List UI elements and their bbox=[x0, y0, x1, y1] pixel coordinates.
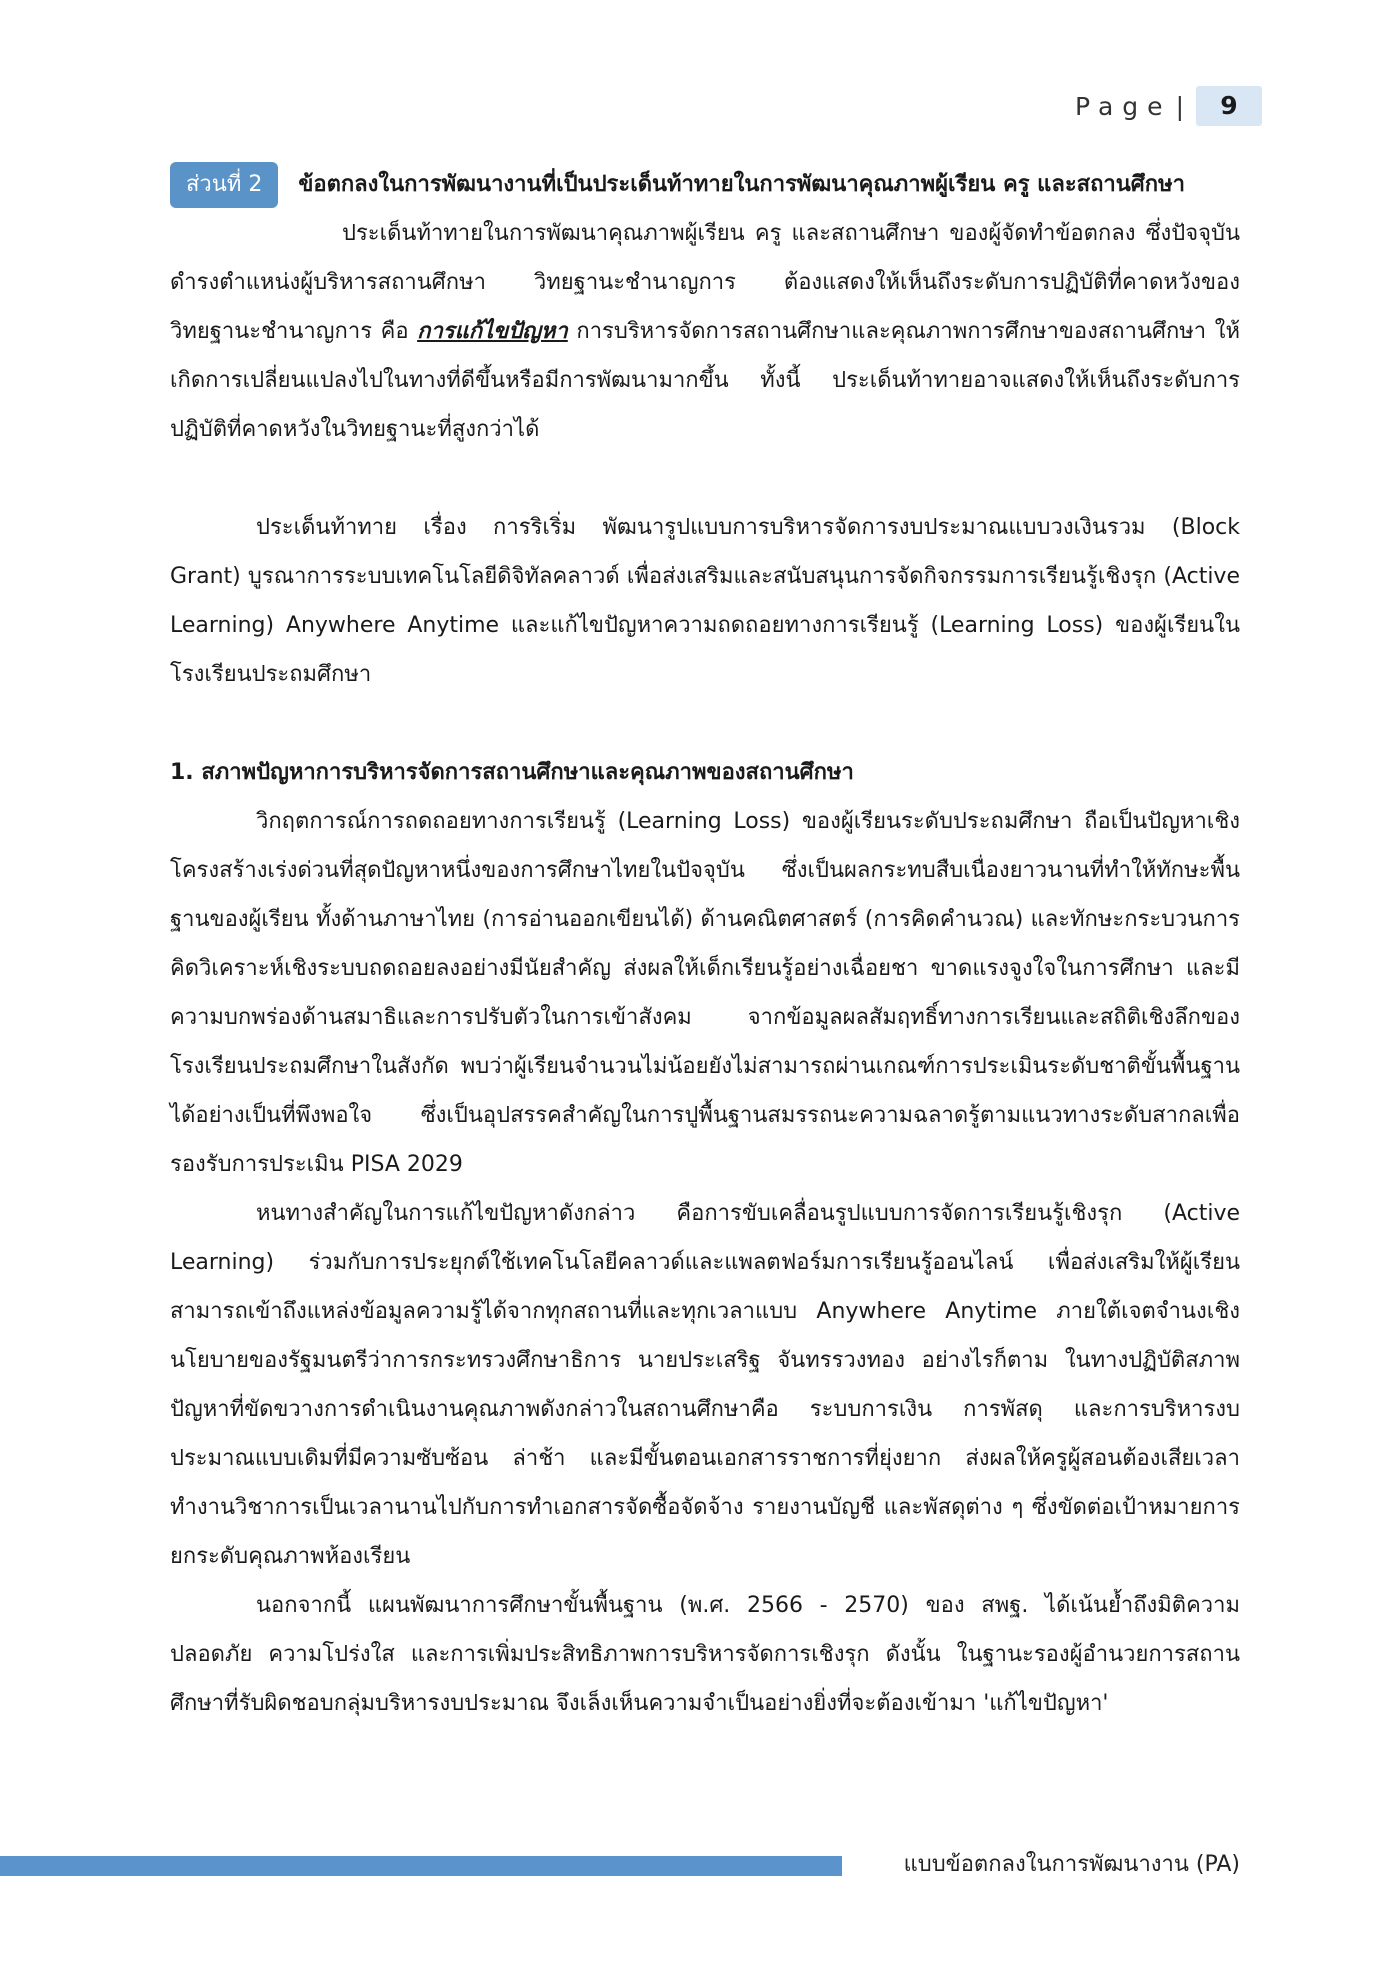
page-header bbox=[1075, 86, 1262, 126]
intro-emphasis: การแก้ไขปัญหา bbox=[417, 319, 568, 344]
problem-paragraph-2: หนทางสำคัญในการแก้ไขปัญหาดังกล่าว คือการขับเคลื่อนรูปแบบการจัดการเรียนรู้เชิงรุก (Active Learning) ร่วมกับการประยุกต์ใช้เทคโนโลยีคลาวด์และแพลตฟอร์มการเรียนรู้ออนไลน์ เพื่อส่งเสริมให้ผู้เรียนสามารถเข้าถึงแหล่งข้อมูลความรู้ได้จากทุกสถานที่และทุกเวลาแบบ Anywhere Anytime ภายใต้เจตจำนงเชิงนโยบายของรัฐมนตรีว่าการกระทรวงศึกษาธิการ นายประเสริฐ จันทรรวงทอง อย่างไรก็ตาม ในทางปฏิบัติสภาพปัญหาที่ขัดขวางการดำเนินงานคุณภาพดังกล่าวในสถานศึกษาคือ ระบบการเงิน การพัสดุ และการบริหารงบประมาณแบบเดิมที่มีความซับซ้อน ล่าช้า และมีขั้นตอนเอกสารราชการที่ยุ่งยาก ส่งผลให้ครูผู้สอนต้องเสียเวลาทำงานวิชาการเป็นเวลานานไปกับการทำเอกสารจัดซื้อจัดจ้าง รายงานบัญชี และพัสดุต่าง ๆ ซึ่งขัดต่อเป้าหมายการยกระดับคุณภาพห้องเรียน bbox=[170, 1201, 1240, 1569]
subsection-heading: 1. สภาพปัญหาการบริหารจัดการสถานศึกษาและคุณภาพของสถานศึกษา bbox=[170, 760, 854, 785]
intro-paragraph bbox=[170, 209, 1240, 454]
section-badge: ส่วนที่ 2 bbox=[170, 162, 278, 208]
page-number: 9 bbox=[1196, 86, 1262, 126]
challenge-paragraph: ประเด็นท้าทาย เรื่อง การริเริ่ม พัฒนารูปแบบการบริหารจัดการงบประมาณแบบวงเงินรวม (Block Grant) บูรณาการระบบเทคโนโลยีดิจิทัลคลาวด์ เพื่อส่งเสริมและสนับสนุนการจัดกิจกรรมการเรียนรู้เชิงรุก (Active Learning) Anywhere Anytime และแก้ไขปัญหาความถดถอยทางการเรียนรู้ (Learning Loss) ของผู้เรียนในโรงเรียนประถมศึกษา bbox=[170, 515, 1240, 687]
page-separator: | bbox=[1175, 91, 1184, 121]
intro-text-after: การบริหารจัดการสถานศึกษาและคุณภาพการศึกษาของสถานศึกษา ให้เกิดการเปลี่ยนแปลงไปในทางที่ดีขึ้นหรือมีการพัฒนามากขึ้น ทั้งนี้ ประเด็นท้าทายอาจแสดงให้เห็นถึงระดับการปฏิบัติที่คาดหวังในวิทยฐานะที่สูงกว่าได้ bbox=[170, 319, 1240, 442]
section-title: ข้อตกลงในการพัฒนางานที่เป็นประเด็นท้าทายในการพัฒนาคุณภาพผู้เรียน ครู และสถานศึกษา bbox=[298, 172, 1185, 197]
section-heading bbox=[170, 160, 1240, 209]
page-label: Page bbox=[1075, 91, 1172, 121]
problem-paragraph-1: วิกฤตการณ์การถดถอยทางการเรียนรู้ (Learning Loss) ของผู้เรียนระดับประถมศึกษา ถือเป็นปัญหาเชิงโครงสร้างเร่งด่วนที่สุดปัญหาหนึ่งของการศึกษาไทยในปัจจุบัน ซึ่งเป็นผลกระทบสืบเนื่องยาวนานที่ทำให้ทักษะพื้นฐานของผู้เรียน ทั้งด้านภาษาไทย (การอ่านออกเขียนได้) ด้านคณิตศาสตร์ (การคิดคำนวณ) และทักษะกระบวนการคิดวิเคราะห์เชิงระบบถดถอยลงอย่างมีนัยสำคัญ ส่งผลให้เด็กเรียนรู้อย่างเฉื่อยชา ขาดแรงจูงใจในการศึกษา และมีความบกพร่องด้านสมาธิและการปรับตัวในการเข้าสังคม จากข้อมูลผลสัมฤทธิ์ทางการเรียนและสถิติเชิงลึกของโรงเรียนประถมศึกษาในสังกัด พบว่าผู้เรียนจำนวนไม่น้อยยังไม่สามารถผ่านเกณฑ์การประเมินระดับชาติขั้นพื้นฐานได้อย่างเป็นที่พึงพอใจ ซึ่งเป็นอุปสรรคสำคัญในการปูพื้นฐานสมรรถนะความฉลาดรู้ตามแนวทางระดับสากลเพื่อรองรับการประเมิน PISA 2029 bbox=[170, 809, 1240, 1177]
problem-paragraph-3: นอกจากนี้ แผนพัฒนาการศึกษาขั้นพื้นฐาน (พ.ศ. 2566 - 2570) ของ สพฐ. ได้เน้นย้ำถึงมิติความปลอดภัย ความโปร่งใส และการเพิ่มประสิทธิภาพการบริหารจัดการเชิงรุก ดังนั้น ในฐานะรองผู้อำนวยการสถานศึกษาที่รับผิดชอบกลุ่มบริหารงบประมาณ จึงเล็งเห็นความจำเป็นอย่างยิ่งที่จะต้องเข้ามา 'แก้ไขปัญหา' bbox=[170, 1593, 1240, 1716]
footer-bar bbox=[0, 1856, 842, 1876]
footer-text: แบบข้อตกลงในการพัฒนางาน (PA) bbox=[903, 1852, 1240, 1877]
intro-text-before: ประเด็นท้าทายในการพัฒนาคุณภาพผู้เรียน ครู และสถานศึกษา ของผู้จัดทำข้อตกลง ซึ่งปัจจุบันดำรงตำแหน่งผู้บริหารสถานศึกษา วิทยฐานะชำนาญการ ต้องแสดงให้เห็นถึงระดับการปฏิบัติที่คาดหวังของวิทยฐานะชำนาญการ คือ bbox=[170, 221, 1240, 344]
document-body bbox=[170, 160, 1240, 1728]
